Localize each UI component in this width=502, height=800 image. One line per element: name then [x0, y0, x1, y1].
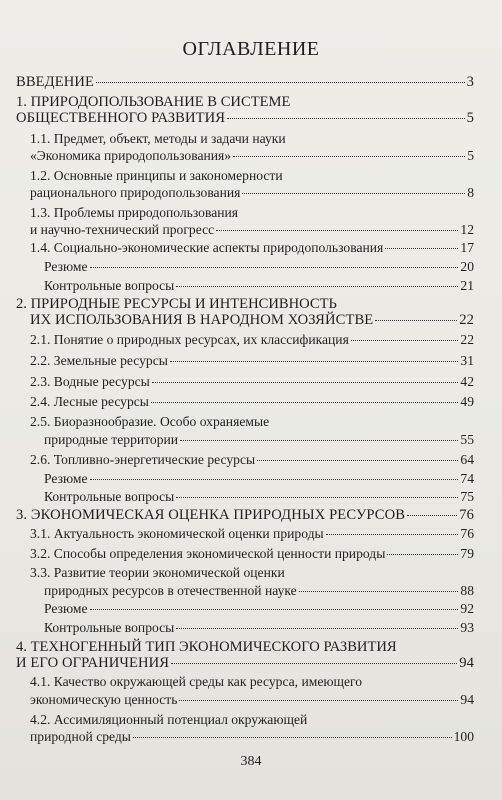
toc-entry-chapter-2-line-1[interactable]: 2. ПРИРОДНЫЕ РЕСУРСЫ И ИНТЕНСИВНОСТЬ: [16, 296, 337, 312]
toc-entry-chapter-4-line-1[interactable]: 4. ТЕХНОГЕННЫЙ ТИП ЭКОНОМИЧЕСКОГО РАЗВИТИЯ: [16, 639, 397, 655]
page-ref: 12: [460, 222, 474, 237]
page-ref: 21: [460, 278, 474, 293]
toc-entry-2-5-line-1[interactable]: 2.5. Биоразнообразие. Особо охраняемые: [30, 414, 270, 429]
toc-entry-4-1-line-1[interactable]: 4.1. Качество окружающей среды как ресурса, имеющего: [30, 674, 363, 689]
toc-entry-2-4[interactable]: 2.4. Лесные ресурсы 49: [30, 394, 474, 409]
page-ref: 49: [460, 394, 474, 409]
toc-entry-2-5[interactable]: природные территории 55: [44, 432, 474, 447]
toc-entry-chapter-1-line-1[interactable]: 1. ПРИРОДОПОЛЬЗОВАНИЕ В СИСТЕМЕ: [16, 94, 291, 110]
toc-entry-introduction[interactable]: ВВЕДЕНИЕ 3: [16, 74, 474, 90]
page-ref: 5: [467, 148, 474, 163]
page-ref: 55: [460, 432, 474, 447]
toc-entry-3-2[interactable]: 3.2. Способы определения экономической ценности природы 79: [30, 546, 474, 561]
page-ref: 74: [460, 471, 474, 486]
toc-entry-chapter-2[interactable]: ИХ ИСПОЛЬЗОВАНИЯ В НАРОДНОМ ХОЗЯЙСТВЕ 22: [30, 312, 474, 328]
toc-entry-1-3-line-1[interactable]: 1.3. Проблемы природопользования: [30, 205, 239, 220]
page-ref: 79: [460, 546, 474, 561]
toc-entry-1-4[interactable]: 1.4. Социально-экономические аспекты природопользования 17: [30, 240, 474, 255]
page-ref: 92: [460, 601, 474, 616]
page-title: ОГЛАВЛЕНИЕ: [182, 38, 320, 60]
page-ref: 93: [460, 620, 474, 635]
page-ref: 94: [460, 692, 474, 707]
toc-entry-1-3[interactable]: и научно-технический прогресс 12: [30, 222, 474, 237]
toc-entry-chapter-1[interactable]: ОБЩЕСТВЕННОГО РАЗВИТИЯ 5: [16, 110, 474, 126]
toc-entry-1-1[interactable]: «Экономика природопользования» 5: [30, 148, 474, 163]
page-ref: 88: [460, 583, 474, 598]
page-ref: 8: [467, 185, 474, 200]
page-ref: 76: [460, 526, 474, 541]
page-number: 384: [240, 754, 262, 769]
page-ref: 17: [460, 240, 474, 255]
page-ref: 94: [459, 655, 474, 671]
toc-entry-summary-2[interactable]: Резюме 74: [44, 471, 474, 486]
toc-entry-chapter-3[interactable]: 3. ЭКОНОМИЧЕСКАЯ ОЦЕНКА ПРИРОДНЫХ РЕСУРСОВ 76: [16, 507, 474, 523]
toc-entry-2-3[interactable]: 2.3. Водные ресурсы 42: [30, 374, 474, 389]
toc-entry-2-1[interactable]: 2.1. Понятие о природных ресурсах, их классификация 22: [30, 332, 474, 347]
page-ref: 76: [459, 507, 474, 523]
page-ref: 22: [459, 312, 474, 328]
toc-entry-summary-1[interactable]: Резюме 20: [44, 259, 474, 274]
toc-entry-3-3[interactable]: природных ресурсов в отечественной науке 88: [44, 583, 474, 598]
page-ref: 22: [460, 332, 474, 347]
toc-entry-1-1-line-1[interactable]: 1.1. Предмет, объект, методы и задачи науки: [30, 131, 286, 146]
page-ref: 64: [460, 452, 474, 467]
page-ref: 75: [460, 489, 474, 504]
toc-entry-1-2-line-1[interactable]: 1.2. Основные принципы и закономерности: [30, 168, 283, 183]
toc-entry-questions-1[interactable]: Контрольные вопросы 21: [44, 278, 474, 293]
toc-entry-2-6[interactable]: 2.6. Топливно-энергетические ресурсы 64: [30, 452, 474, 467]
toc-entry-questions-3[interactable]: Контрольные вопросы 93: [44, 620, 474, 635]
toc-entry-4-2[interactable]: природной среды 100: [30, 729, 474, 744]
page-ref: 5: [466, 110, 474, 126]
toc-entry-1-2[interactable]: рационального природопользования 8: [30, 185, 474, 200]
toc-entry-questions-2[interactable]: Контрольные вопросы 75: [44, 489, 474, 504]
toc-entry-summary-3[interactable]: Резюме 92: [44, 601, 474, 616]
page-ref: 31: [460, 353, 474, 368]
toc-entry-4-2-line-1[interactable]: 4.2. Ассимиляционный потенциал окружающей: [30, 712, 308, 727]
toc-entry-3-3-line-1[interactable]: 3.3. Развитие теории экономической оценки: [30, 565, 285, 580]
toc-entry-chapter-4[interactable]: И ЕГО ОГРАНИЧЕНИЯ 94: [16, 655, 474, 671]
toc-entry-2-2[interactable]: 2.2. Земельные ресурсы 31: [30, 353, 474, 368]
page-ref: 3: [466, 74, 474, 90]
page-ref: 100: [453, 729, 474, 744]
page-ref: 42: [460, 374, 474, 389]
toc-entry-3-1[interactable]: 3.1. Актуальность экономической оценки природы 76: [30, 526, 474, 541]
toc-entry-4-1[interactable]: экономическую ценность 94: [30, 692, 474, 707]
page-ref: 20: [460, 259, 474, 274]
